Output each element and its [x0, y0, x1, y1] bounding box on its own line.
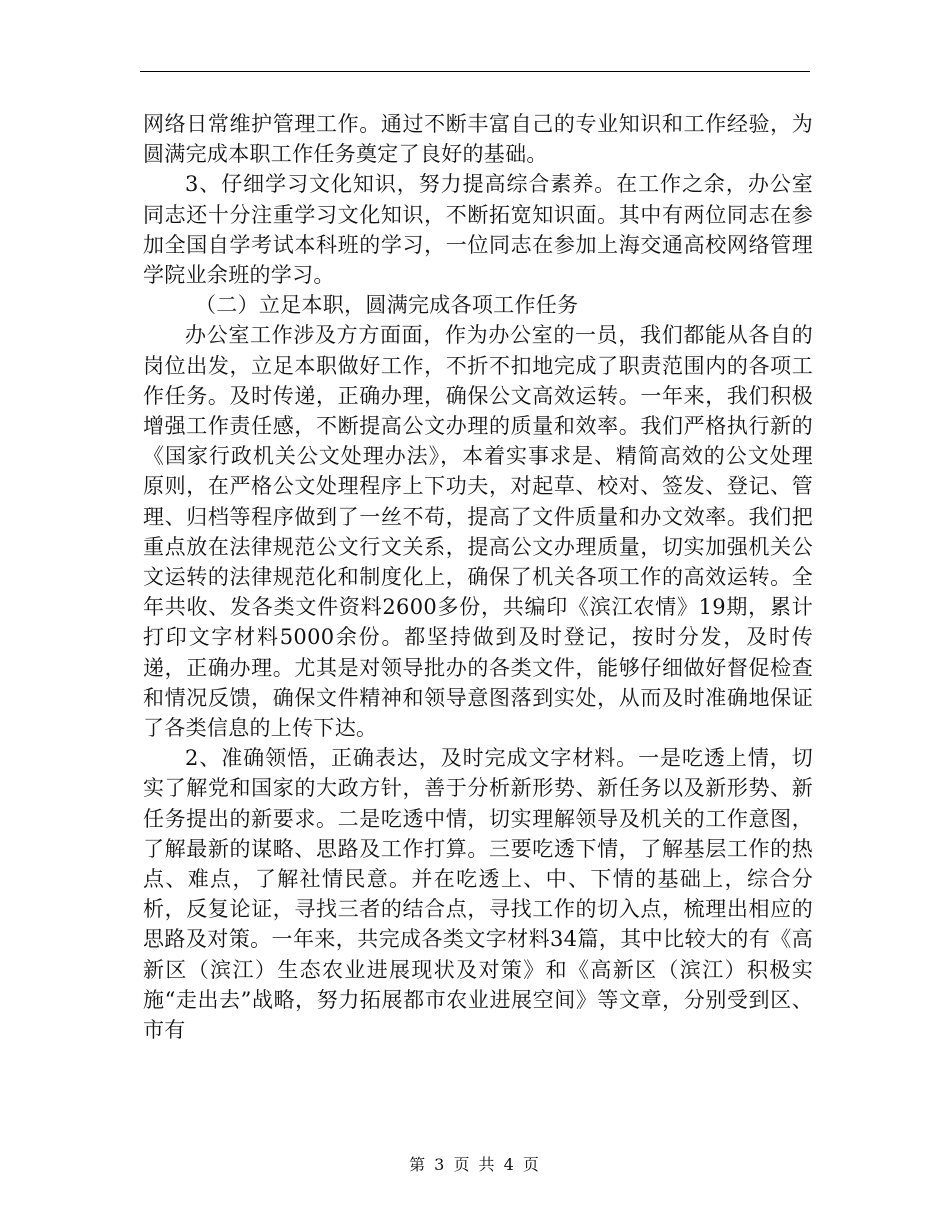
section-heading-two: （二）立足本职，圆满完成各项工作任务: [195, 293, 579, 318]
paragraph-office-work: 办公室工作涉及方方面面，作为办公室的一员，我们都能从各自的岗位出发，立足本职做好工作，不折不扣地完成了职责范围内的各项工作任务。及时传递，正确办理，确保公文高效运转。一年来，我们积极增强工作责任感，不断提高公文办理的质量和效率。我们严格执行新的《国家行政机关公文处理办法》，本着实事求是、精简高效的公文处理原则，在严格公文处理程序上下功夫，对起草、校对、签发、登记、管理、归档等程序做到了一丝不苟，提高了文件质量和办文效率。我们把重点放在法律规范公文行文关系，提高公文办理质量，切实加强机关公文运转的法律规范化和制度化上，确保了机关各项工作的高效运转。全年共收、发各类文件资料2600多份，共编印《滨江农情》19期，累计打印文字材料5000余份。都坚持做到及时登记，按时分发，及时传递，正确办理。尤其是对领导批办的各类文件，能够仔细做好督促检查和情况反馈，确保文件精神和领导意图落到实处，从而及时准确地保证了各类信息的上传下达。: [143, 323, 813, 741]
paragraph-writing-materials: 2、准确领悟，正确表达，及时完成文字材料。一是吃透上情，切实了解党和国家的大政方针，善于分析新形势、新任务以及新形势、新任务提出的新要求。二是吃透中情，切实理解领导及机关的工作意图，了解最新的谋略、思路及工作打算。三要吃透下情，了解基层工作的热点、难点，了解社情民意。并在吃透上、中、下情的基础上，综合分析，反复论证，寻找三者的结合点，寻找工作的切入点，梳理出相应的思路及对策。一年来，共完成各类文字材料34篇，其中比较大的有《高新区（滨江）生态农业进展现状及对策》和《高新区（滨江）积极实施“走出去”战略，努力拓展都市农业进展空间》等文章，分别受到区、市有: [143, 746, 813, 1043]
header-rule: [140, 71, 810, 72]
paragraph-continuation: 网络日常维护管理工作。通过不断丰富自己的专业知识和工作经验，为圆满完成本职工作任务奠定了良好的基础。: [143, 112, 813, 167]
document-body: [143, 109, 813, 1045]
page-number-footer: 第 3 页 共 4 页: [409, 1155, 541, 1174]
paragraph-study-culture: 3、仔细学习文化知识，努力提高综合素养。在工作之余，办公室同志还十分注重学习文化知识，不断拓宽知识面。其中有两位同志在参加全国自学考试本科班的学习，一位同志在参加上海交通高校网络管理学院业余班的学习。: [143, 172, 813, 288]
